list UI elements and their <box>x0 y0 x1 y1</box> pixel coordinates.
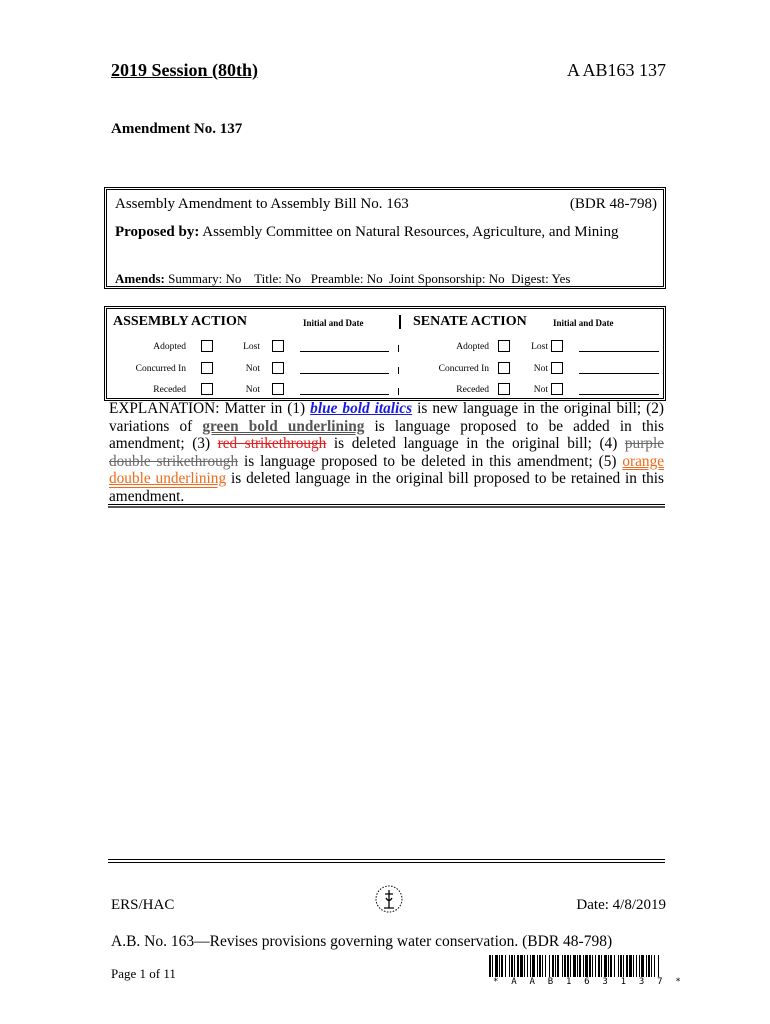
senate-concurred-label: Concurred In <box>438 364 489 374</box>
barcode-bar <box>537 955 538 977</box>
barcode-bar <box>648 955 650 977</box>
senate-not-checkbox[interactable] <box>551 383 563 395</box>
barcode-text: * A A B 1 6 3 1 3 7 * <box>493 977 682 987</box>
amends-value: Summary: No Title: No Preamble: No Joint Sponsorship: No Digest: Yes <box>168 271 571 286</box>
barcode-bar <box>511 955 513 977</box>
purple-double-strikethrough-sample: purple double strikethrough <box>109 435 664 470</box>
barcode-bar <box>623 955 624 977</box>
row-separator <box>398 367 399 374</box>
assembly-initial-line[interactable] <box>300 394 389 395</box>
barcode-bar <box>583 955 584 977</box>
senate-receded-checkbox[interactable] <box>498 383 510 395</box>
explanation-divider <box>108 504 665 505</box>
barcode-bar <box>514 955 515 977</box>
barcode-bar <box>585 955 588 977</box>
senate-receded-label: Receded <box>456 385 489 395</box>
explanation-text: is new language in the original bill; (2) variations of <box>109 400 664 435</box>
barcode-bar <box>604 955 607 977</box>
barcode-bar <box>549 955 550 977</box>
senate-initial-date-label: Initial and Date <box>553 318 614 328</box>
barcode-bar <box>570 955 571 977</box>
barcode-bar <box>527 955 528 977</box>
assembly-not-checkbox[interactable] <box>272 362 284 374</box>
assembly-not-checkbox[interactable] <box>272 383 284 395</box>
assembly-initial-line[interactable] <box>300 351 389 352</box>
amends-line <box>115 271 570 287</box>
assembly-adopted-checkbox[interactable] <box>201 340 213 352</box>
senate-action-title: SENATE ACTION <box>413 314 527 329</box>
barcode-bar <box>573 955 576 977</box>
barcode-bar <box>505 955 506 977</box>
barcode-bar <box>598 955 600 977</box>
barcode-bar <box>539 955 541 977</box>
barcode-bar <box>614 955 615 977</box>
assembly-lost-label: Lost <box>243 342 260 352</box>
barcode-bar <box>629 955 632 977</box>
explanation-text: is deleted language in the original bill proposed to be retained in this amendment. <box>109 470 664 505</box>
red-strikethrough-sample: red strikethrough <box>217 435 327 452</box>
nevada-seal-icon <box>374 884 404 914</box>
amendment-title: Assembly Amendment to Assembly Bill No. 163 <box>115 196 409 212</box>
bill-description: A.B. No. 163—Revises provisions governing water conservation. (BDR 48-798) <box>111 933 613 950</box>
footer-divider <box>108 862 665 863</box>
barcode-bar <box>620 955 622 977</box>
barcode-bar <box>592 955 593 977</box>
senate-not-checkbox[interactable] <box>551 362 563 374</box>
footer-divider <box>108 859 665 860</box>
senate-lost-checkbox[interactable] <box>551 340 563 352</box>
assembly-adopted-label: Adopted <box>153 342 186 352</box>
barcode-bar <box>579 955 581 977</box>
explanation-text: is language proposed to be deleted in this amendment; (5) <box>238 452 623 470</box>
senate-initial-line[interactable] <box>579 373 659 374</box>
barcode-bar <box>520 955 523 977</box>
blue-bold-italics-sample: blue bold italics <box>310 400 413 417</box>
barcode-bar <box>545 955 546 977</box>
barcode-bar <box>646 955 647 977</box>
senate-not-label: Not <box>533 385 548 395</box>
barcode-bar <box>601 955 602 977</box>
barcode-bar <box>641 955 644 977</box>
amendment-number: Amendment No. 137 <box>111 121 243 137</box>
explanation-text: EXPLANATION: Matter in (1) <box>109 400 311 417</box>
senate-not-label: Not <box>533 364 548 374</box>
senate-initial-line[interactable] <box>579 394 659 395</box>
assembly-not-label: Not <box>245 385 260 395</box>
senate-initial-line[interactable] <box>579 351 659 352</box>
barcode-bar <box>542 955 543 977</box>
barcode-bar <box>517 955 519 977</box>
barcode-bar <box>577 955 578 977</box>
senate-adopted-checkbox[interactable] <box>498 340 510 352</box>
barcode-bar <box>654 955 655 977</box>
senate-lost-label: Lost <box>531 342 548 352</box>
senate-concurred-checkbox[interactable] <box>498 362 510 374</box>
barcode-bar <box>555 955 556 977</box>
column-divider <box>399 315 401 329</box>
summary-box <box>104 187 666 289</box>
explanation-text: is deleted language in the original bill; (4) <box>326 435 625 452</box>
barcode-bar <box>492 955 493 977</box>
assembly-action-title: ASSEMBLY ACTION <box>113 314 247 329</box>
assembly-lost-checkbox[interactable] <box>272 340 284 352</box>
row-separator <box>398 345 399 352</box>
barcode-bar <box>524 955 525 977</box>
proposed-by <box>115 224 625 241</box>
barcode-bar <box>532 955 535 977</box>
barcode-bar <box>618 955 619 977</box>
barcode-bar <box>564 955 566 977</box>
barcode-bar <box>595 955 596 977</box>
barcode-bar <box>557 955 559 977</box>
barcode-bar <box>589 955 591 977</box>
barcode-bar <box>626 955 628 977</box>
bdr-number: (BDR 48-798) <box>569 196 657 212</box>
barcode-bar <box>639 955 640 977</box>
green-underline-sample: green bold underlining <box>202 417 365 435</box>
barcode-bar <box>530 955 531 977</box>
barcode-bar <box>608 955 609 977</box>
barcode-bar <box>562 955 563 977</box>
assembly-concurred-label: Concurred In <box>135 364 186 374</box>
barcode-bar <box>495 955 498 977</box>
assembly-concurred-checkbox[interactable] <box>201 362 213 374</box>
senate-adopted-label: Adopted <box>456 342 489 352</box>
barcode-bar <box>658 955 659 977</box>
proposed-by-value: Assembly Committee on Natural Resources, Agriculture, and Mining <box>202 224 619 240</box>
barcode-bar <box>651 955 652 977</box>
session-title: 2019 Session (80th) <box>111 60 259 80</box>
drafter-initials: ERS/HAC <box>111 897 175 913</box>
document-id: A AB163 137 <box>566 60 666 80</box>
amends-label: Amends: <box>115 271 165 286</box>
barcode-icon <box>489 955 661 977</box>
assembly-receded-checkbox[interactable] <box>201 383 213 395</box>
orange-double-underline-sample: orange double underlining <box>109 452 665 487</box>
barcode-bar <box>552 955 554 977</box>
page-number: Page 1 of 11 <box>111 966 176 981</box>
barcode-bar <box>636 955 637 977</box>
assembly-initial-date-label: Initial and Date <box>303 318 364 328</box>
assembly-not-label: Not <box>245 364 260 374</box>
row-separator <box>398 388 399 395</box>
explanation-text: is language proposed to be added in this amendment; (3) <box>109 417 665 452</box>
explanation-paragraph <box>109 400 664 505</box>
barcode-bar <box>499 955 500 977</box>
assembly-initial-line[interactable] <box>300 373 389 374</box>
barcode-bar <box>501 955 503 977</box>
explanation-divider <box>108 506 665 508</box>
barcode-bar <box>610 955 612 977</box>
barcode-bar <box>633 955 634 977</box>
barcode-bar <box>509 955 510 977</box>
assembly-receded-label: Receded <box>153 385 186 395</box>
barcode-bar <box>489 955 491 977</box>
action-box <box>104 306 666 401</box>
amendment-date: Date: 4/8/2019 <box>576 897 666 913</box>
barcode-bar <box>567 955 569 977</box>
proposed-by-label: Proposed by: <box>115 224 200 240</box>
